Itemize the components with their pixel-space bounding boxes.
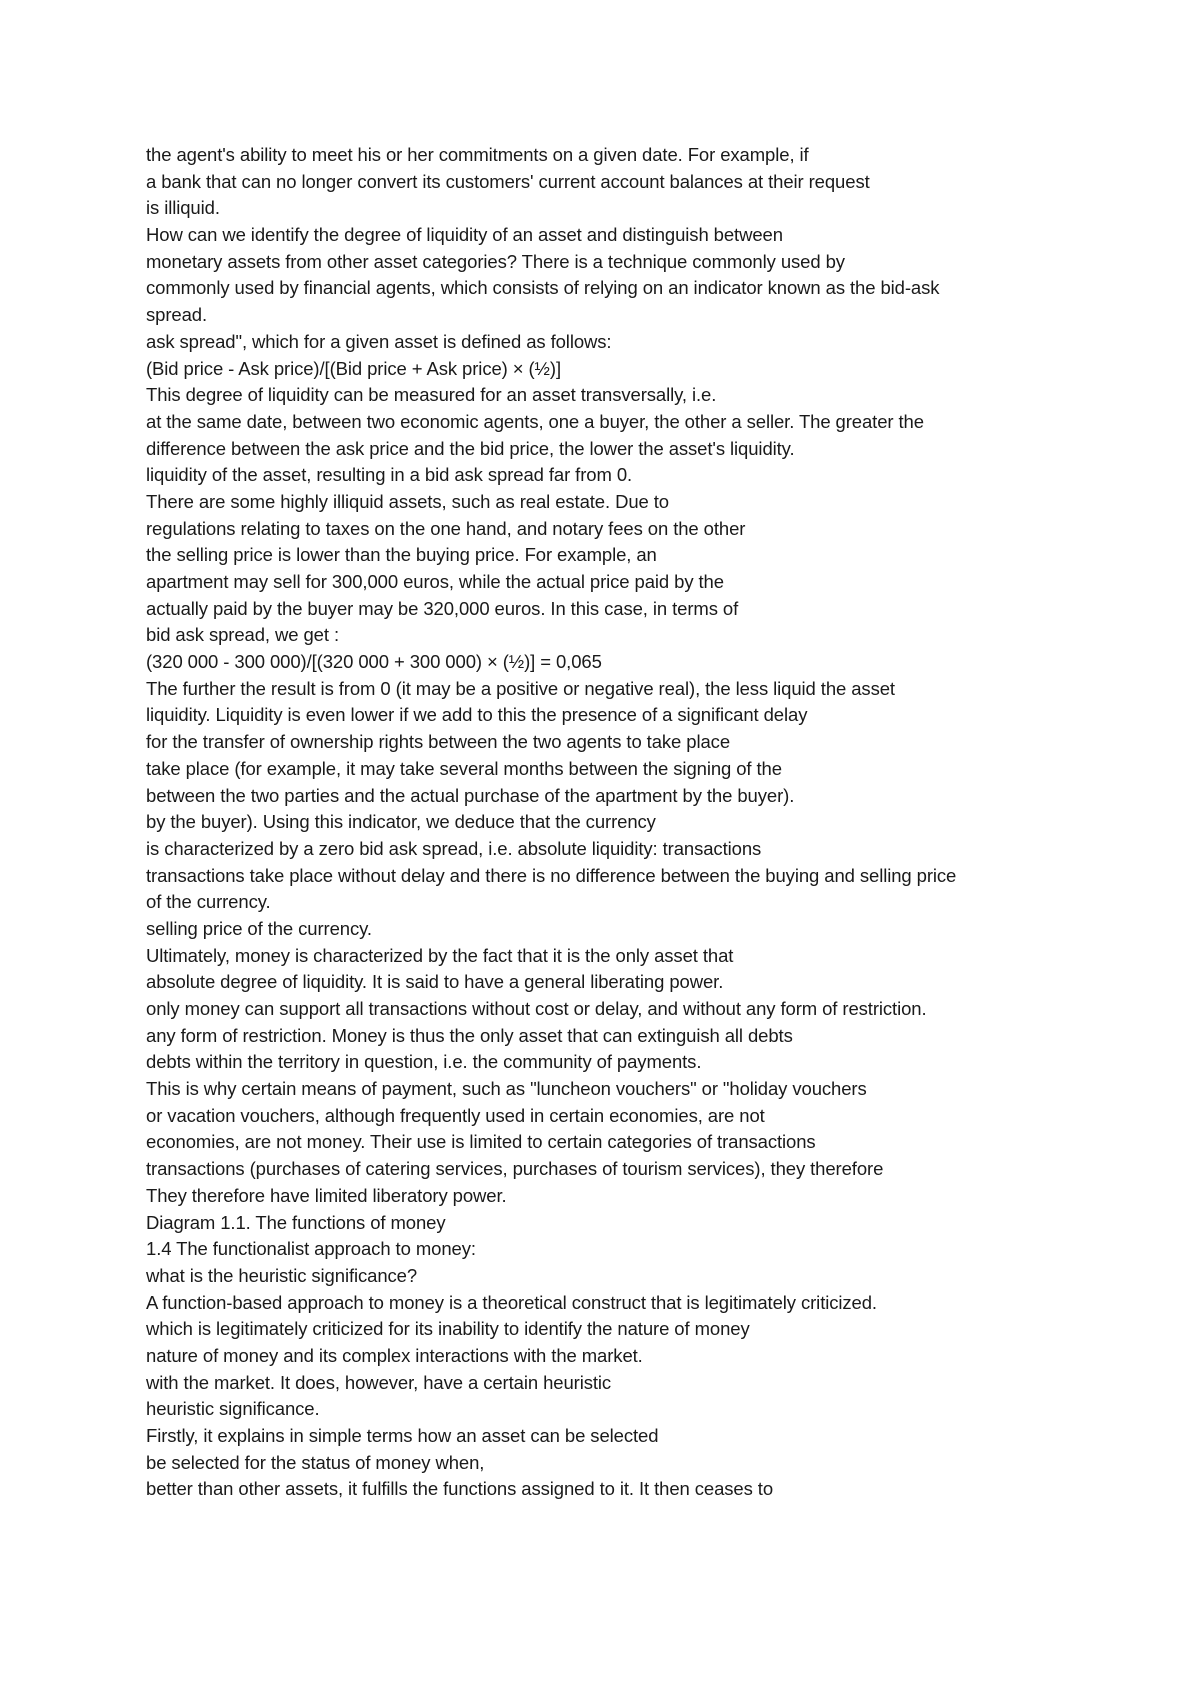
text-line: transactions take place without delay and there is no difference between the buying and selling price [146,864,957,886]
text-line: with the market. It does, however, have a certain heuristic [146,1371,612,1393]
text-line: Firstly, it explains in simple terms how an asset can be selected [146,1425,659,1446]
text-line: between the two parties and the actual purchase of the apartment by the buyer). [146,784,795,806]
text-line: difference between the ask price and the bid price, the lower the asset's liquidity. [146,437,795,459]
text-line: economies, are not money. Their use is limited to certain categories of transactions [146,1131,816,1153]
text-line: bid ask spread, we get : [146,624,339,646]
text-line: spread. [146,304,208,326]
text-line: actually paid by the buyer may be 320,000 euros. In this case, in terms of [146,597,739,619]
document-body [146,142,1146,1503]
text-line: This is why certain means of payment, such as "luncheon vouchers" or "holiday vouchers [146,1078,867,1100]
text-line: How can we identify the degree of liquidity of an asset and distinguish between [146,224,783,246]
text-line: a bank that can no longer convert its customers' current account balances at their request [146,170,870,192]
text-line: at the same date, between two economic agents, one a buyer, the other a seller. The greater the [146,410,924,432]
text-line: what is the heuristic significance? [146,1264,418,1286]
text-line: (320 000 - 300 000)/[(320 000 + 300 000) × (½)] = 0,065 [146,651,602,673]
text-line: any form of restriction. Money is thus the only asset that can extinguish all debts [146,1024,793,1046]
text-line: This degree of liquidity can be measured for an asset transversally, i.e. [146,384,717,406]
text-line: nature of money and its complex interactions with the market. [146,1344,643,1366]
text-line: regulations relating to taxes on the one hand, and notary fees on the other [146,517,746,539]
text-line: 1.4 The functionalist approach to money: [146,1238,476,1260]
text-line: ask spread", which for a given asset is defined as follows: [146,330,612,352]
text-line: the agent's ability to meet his or her commitments on a given date. For example, if [146,144,809,165]
text-line: by the buyer). Using this indicator, we deduce that the currency [146,811,656,833]
text-line: selling price of the currency. [146,917,372,939]
text-line: transactions (purchases of catering services, purchases of tourism services), they therefore [146,1158,884,1180]
text-line: for the transfer of ownership rights between the two agents to take place [146,731,731,753]
text-line: only money can support all transactions without cost or delay, and without any form of restriction. [146,998,927,1019]
text-line: liquidity of the asset, resulting in a bid ask spread far from 0. [146,464,633,486]
text-line: Diagram 1.1. The functions of money [146,1211,446,1233]
text-line: absolute degree of liquidity. It is said to have a general liberating power. [146,971,724,993]
text-line: (Bid price - Ask price)/[(Bid price + Ask price) × (½)] [146,357,561,379]
text-line: apartment may sell for 300,000 euros, while the actual price paid by the [146,571,724,592]
text-line: heuristic significance. [146,1398,320,1420]
text-line: is illiquid. [146,197,220,219]
text-line: take place (for example, it may take several months between the signing of the [146,757,782,779]
text-line: is characterized by a zero bid ask spread, i.e. absolute liquidity: transactions [146,837,762,859]
text-line: They therefore have limited liberatory power. [146,1184,507,1206]
text-line: which is legitimately criticized for its inability to identify the nature of money [146,1318,750,1340]
text-line: A function-based approach to money is a theoretical construct that is legitimately criticized. [146,1291,877,1313]
text-line: Ultimately, money is characterized by the fact that it is the only asset that [146,944,734,966]
text-line: better than other assets, it fulfills the functions assigned to it. It then ceases to [146,1478,774,1500]
text-line: debts within the territory in question, i.e. the community of payments. [146,1051,702,1073]
text-line: The further the result is from 0 (it may be a positive or negative real), the less liquid the asset [146,677,895,699]
text-line: the selling price is lower than the buying price. For example, an [146,544,657,566]
text-line: or vacation vouchers, although frequently used in certain economies, are not [146,1104,765,1126]
text-line: liquidity. Liquidity is even lower if we add to this the presence of a significant delay [146,704,808,726]
text-line: of the currency. [146,891,271,913]
text-line: monetary assets from other asset categories? There is a technique commonly used by [146,250,845,272]
text-line: There are some highly illiquid assets, such as real estate. Due to [146,490,669,512]
text-line: be selected for the status of money when, [146,1451,485,1473]
text-line: commonly used by financial agents, which consists of relying on an indicator known as the bid-ask [146,277,940,299]
